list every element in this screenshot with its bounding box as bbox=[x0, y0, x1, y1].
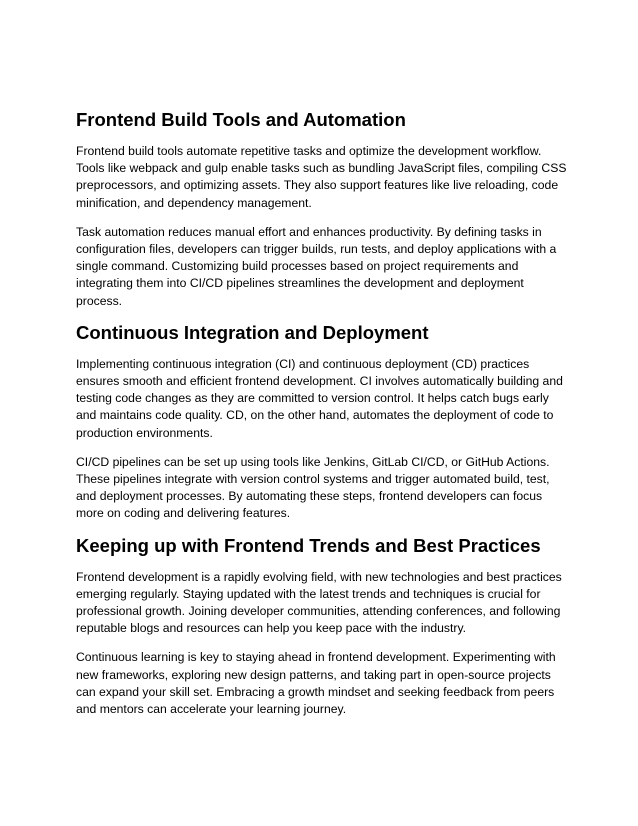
paragraph: Frontend development is a rapidly evolving field, with new technologies and best practices emerging regularly. Staying updated with the latest trends and techniques is crucial for professional growth. Joining developer communities, attending conferences, and following reputable blogs and resources can help you keep pace with the industry. bbox=[76, 569, 562, 636]
section-heading: Keeping up with Frontend Trends and Best Practices bbox=[76, 534, 541, 556]
section-heading: Frontend Build Tools and Automation bbox=[76, 109, 406, 130]
paragraph: CI/CD pipelines can be set up using tools like Jenkins, GitLab CI/CD, or GitHub Actions. These pipelines integrate with version control systems and trigger automated build, test, and deployment processes. By automating these steps, frontend developers can focus more on coding and delivering features. bbox=[76, 454, 550, 521]
section-ci-cd bbox=[76, 322, 568, 523]
section-build-tools bbox=[76, 109, 568, 310]
paragraph: Frontend build tools automate repetitive tasks and optimize the development workflow. Tools like webpack and gulp enable tasks such as bundling JavaScript files, compiling CSS preprocessors, and optimizing assets. They also support features like live reloading, code minification, and dependency management. bbox=[76, 144, 567, 210]
section-trends bbox=[76, 535, 568, 719]
paragraph: Implementing continuous integration (CI) and continuous deployment (CD) practices ensures smooth and efficient frontend development. CI involves automatically building and testing code changes as they are committed to version control. It helps catch bugs early and maintains code quality. CD, on the other hand, automates the deployment of code to production environments. bbox=[76, 356, 563, 440]
section-heading: Continuous Integration and Deployment bbox=[76, 321, 429, 343]
paragraph: Task automation reduces manual effort and enhances productivity. By defining tasks in configuration files, developers can trigger builds, run tests, and deploy applications with a single command. Customizing build processes based on project requirements and integrating them into CI/CD pipelines streamlines the development and deployment process. bbox=[76, 224, 557, 308]
paragraph: Continuous learning is key to staying ahead in frontend development. Experimenting with new frameworks, exploring new design patterns, and taking part in open-source projects can expand your skill set. Embracing a growth mindset and seeking feedback from peers and mentors can accelerate your learning journey. bbox=[76, 650, 556, 717]
